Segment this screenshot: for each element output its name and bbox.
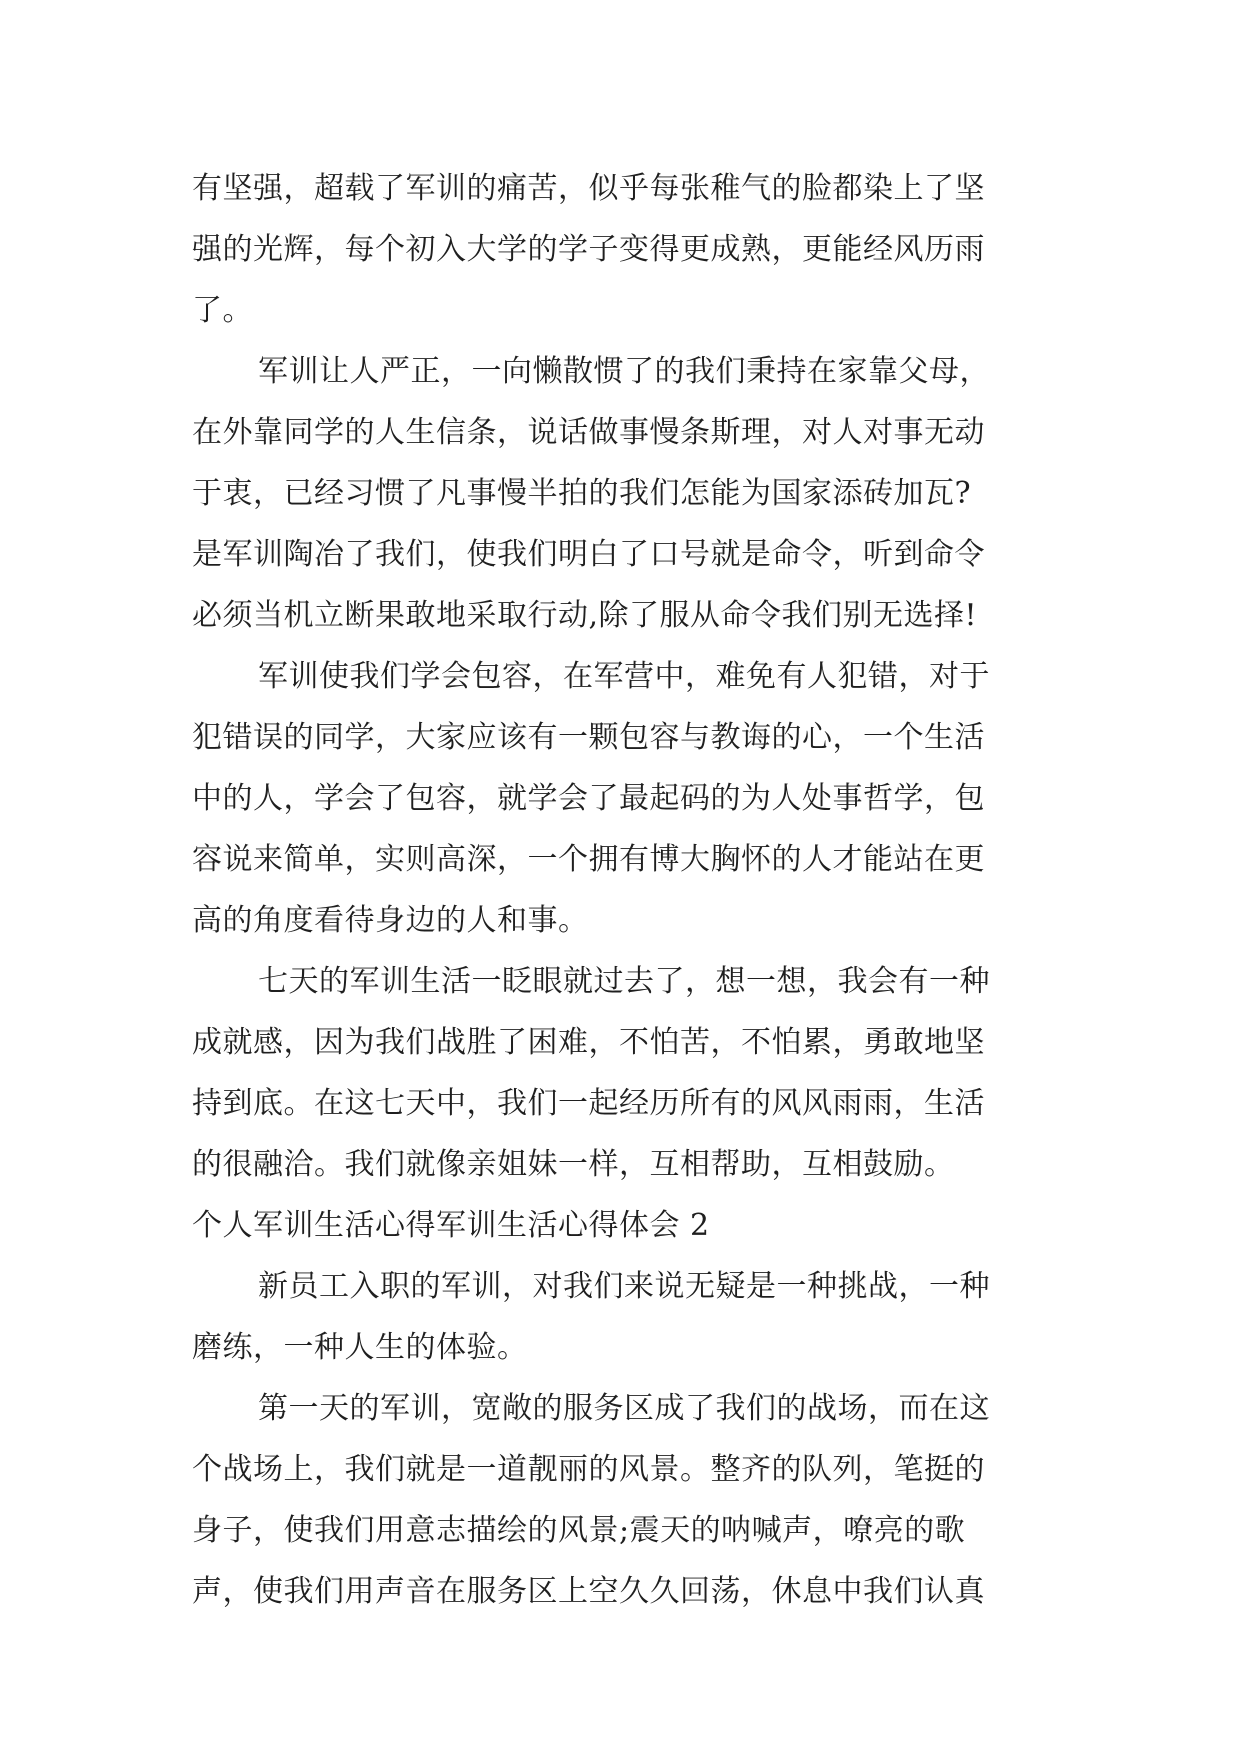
text-line: 高的角度看待身边的人和事。	[192, 903, 589, 938]
text-line: 身子，使我们用意志描绘的风景;震天的呐喊声，嘹亮的歌	[192, 1513, 966, 1548]
paragraph-first-line: 新员工入职的军训，对我们来说无疑是一种挑战，一种	[258, 1269, 990, 1304]
paragraph-first-line: 七天的军训生活一眨眼就过去了，想一想，我会有一种	[258, 964, 990, 999]
text-line: 中的人，学会了包容，就学会了最起码的为人处事哲学，包	[192, 781, 985, 816]
paragraph-first-line: 军训让人严正，一向懒散惯了的我们秉持在家靠父母，	[258, 354, 990, 389]
text-line: 容说来简单，实则高深，一个拥有博大胸怀的人才能站在更	[192, 842, 985, 877]
text-line: 磨练，一种人生的体验。	[192, 1330, 528, 1365]
text-line: 个人军训生活心得军训生活心得体会 2	[192, 1208, 710, 1243]
text-line: 了。	[192, 293, 253, 328]
document-body	[192, 158, 1052, 1622]
text-line: 持到底。在这七天中，我们一起经历所有的风风雨雨，生活	[192, 1086, 985, 1121]
text-line: 是军训陶冶了我们，使我们明白了口号就是命令，听到命令	[192, 537, 985, 572]
text-line: 个战场上，我们就是一道靓丽的风景。整齐的队列，笔挺的	[192, 1452, 985, 1487]
text-line: 的很融洽。我们就像亲姐妹一样，互相帮助，互相鼓励。	[192, 1147, 955, 1182]
text-line: 犯错误的同学，大家应该有一颗包容与教诲的心，一个生活	[192, 720, 985, 755]
paragraph-first-line: 军训使我们学会包容，在军营中，难免有人犯错，对于	[258, 659, 990, 694]
text-line: 于衷，已经习惯了凡事慢半拍的我们怎能为国家添砖加瓦?	[192, 476, 972, 511]
text-line: 成就感，因为我们战胜了困难，不怕苦，不怕累，勇敢地坚	[192, 1025, 985, 1060]
text-line: 强的光辉，每个初入大学的学子变得更成熟，更能经风历雨	[192, 232, 985, 267]
text-line: 有坚强，超载了军训的痛苦，似乎每张稚气的脸都染上了坚	[192, 171, 985, 206]
text-line: 必须当机立断果敢地采取行动,除了服从命令我们别无选择!	[192, 598, 978, 633]
text-line: 在外靠同学的人生信条，说话做事慢条斯理，对人对事无动	[192, 415, 985, 450]
text-line: 声，使我们用声音在服务区上空久久回荡，休息中我们认真	[192, 1574, 985, 1609]
paragraph-first-line: 第一天的军训，宽敞的服务区成了我们的战场，而在这	[258, 1391, 990, 1426]
